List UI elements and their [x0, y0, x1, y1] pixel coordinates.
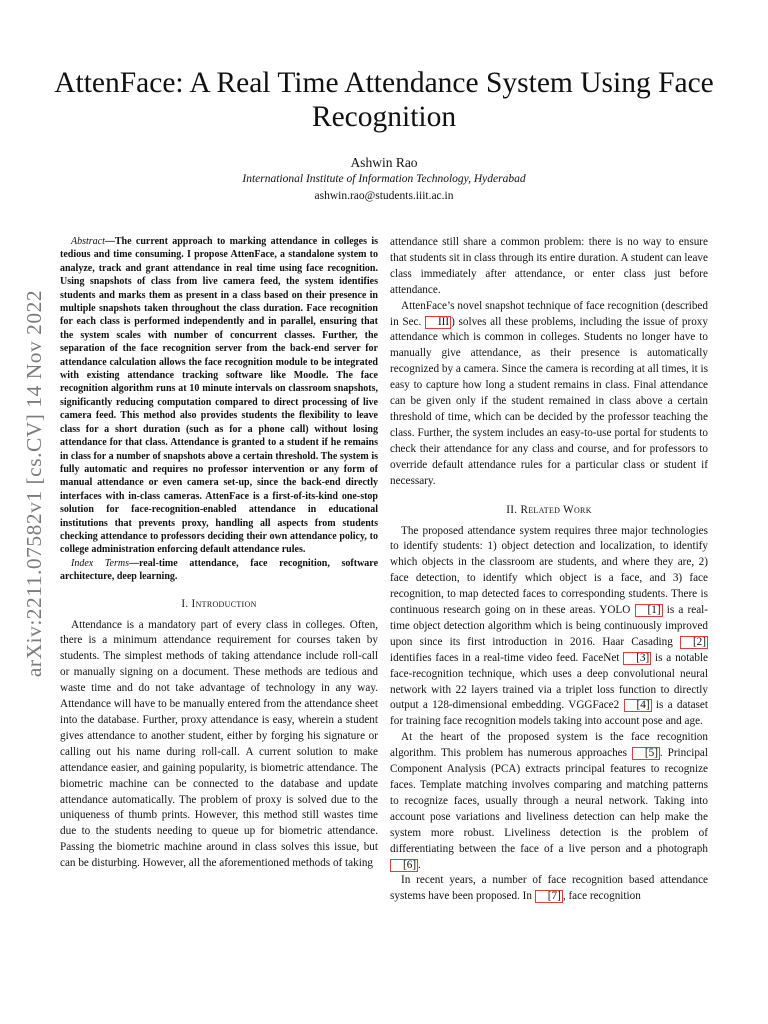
citation-link[interactable]: [7]: [535, 890, 563, 903]
arxiv-identifier: arXiv:2211.07582v1 [cs.CV] 14 Nov 2022: [22, 289, 47, 677]
related-work-paragraph-3: In recent years, a number of face recognition based attendance systems have been proposed. In [7] , face recognition: [390, 874, 708, 903]
citation-link[interactable]: [4]: [624, 699, 652, 712]
index-terms-label: Index Terms: [71, 557, 130, 569]
intro-paragraph-continued: attendance still share a common problem: there is no way to ensure that students sit in class through its entire duration. A student can leave class immediately after attendance, or enter class just before attendance.: [390, 236, 708, 296]
citation-link[interactable]: [6]: [390, 859, 418, 872]
abstract: Abstract—The current approach to marking attendance in colleges is tedious and time consuming. I propose AttenFace, a standalone system to analyze, track and grant attendance in real time using face recognition. Using snapshots of class from live camera feed, the system identifies students and marks them as present in a class based on their presence in multiple snapshots taken throughout the class duration. Face recognition for each class is performed independently and in parallel, ensuring that the system scales with number of concurrent classes. Further, the separation of the face recognition server from the back-end server for attendance calculation allows the face recognition module to be integrated with existing attendance tracking software like Moodle. The face recognition algorithm runs at 10 minute intervals on classroom snapshots, significantly reducing computation compared to direct processing of live camera feed. This method also provides students the flexibility to leave class for a short duration (such as for a phone call) without losing attendance for that class. Attendance is granted to a student if he remains in class for a number of snapshots above a certain threshold. The system is fully automatic and requires no professor intervention or any form of manual attendance or even camera set-up, since the back-end directly interfaces with in-class cameras. AttenFace is a first-of-its-kind one-stop solution for face-recognition-enabled attendance in educational institutions that prevents proxy, handling all aspects from students checking attendance to professors deciding their own attendance policy, to college administration enforcing default attendance rules.: [60, 236, 378, 556]
citation-link[interactable]: [2]: [680, 636, 708, 649]
arxiv-stamp: [18, 266, 52, 700]
left-column: [60, 235, 378, 872]
related-work-paragraph-1: The proposed attendance system requires three major technologies to identify students: 1) object detection and localization, to identify which objects in the classroom are students, and where they are, 2) face detection, to identify which object is a face, and 3) face recognition, to map detected faces to corresponding students. There is continuous research going on in these areas. YOLO [1] is a real-time object detection algorithm which is being continuously improved upon since its first introduction in 2016. Haar Casading [2] identifies faces in a real-time video feed. FaceNet [3] is a notable face-recognition technique, which uses a deep convolutional neural network with 22 layers trained via a triplet loss function to directly output a 128-dimensional embedding. VGGFace2 [4] is a dataset for training face recognition models taking into account pose and age.: [390, 524, 708, 728]
section-heading-introduction: I. Introduction: [181, 597, 257, 610]
related-work-paragraph-2: At the heart of the proposed system is the face recognition algorithm. This problem has numerous approaches [5] . Principal Component Analysis (PCA) extracts principal features to recognize faces. Template matching involves comparing and matching patterns to recognize faces, usually through a neural network. Taking into account pose variations and liveliness detection can help make the system more robust. Liveliness detection is the problem of differentiating between the face of a live person and a photograph [6] .: [390, 731, 708, 871]
citation-link[interactable]: [3]: [623, 652, 651, 665]
abstract-text: The current approach to marking attendance in colleges is tedious and time consuming. I propose AttenFace, a standalone system to analyze, track and grant attendance in real time using face recognition. Using snapshots of class from live camera feed, the system identifies students and marks them as present in a class based on their presence in multiple snapshots taken throughout the class duration. Face recognition for each class is performed independently and in parallel, ensuring that the system scales with number of concurrent classes. Further, the separation of the face recognition server from the back-end server for attendance calculation allows the face recognition module to be integrated with existing attendance tracking software like Moodle. The face recognition algorithm runs at 10 minute intervals on classroom snapshots, significantly reducing computation compared to direct processing of live camera feed. This method also provides students the flexibility to leave class for a short duration (such as for a phone call) without losing attendance for that class. Attendance is granted to a student if he remains in class for a number of snapshots above a certain threshold. The system is fully automatic and requires no professor intervention or any form of manual attendance or even camera set-up, since the back-end directly interfaces with in-class cameras. AttenFace is a first-of-its-kind one-stop solution for face-recognition-enabled attendance in educational institutions that prevents proxy, handling all aspects from students checking attendance to professors deciding their own attendance policy, to college administration enforcing default attendance rules.: [60, 236, 378, 556]
citation-link[interactable]: [5]: [632, 747, 660, 760]
paper-title: AttenFace: A Real Time Attendance System Using Face Recognition: [54, 67, 714, 133]
index-terms: Index Terms—real-time attendance, face recognition, software architecture, deep learning.: [60, 557, 379, 583]
section-reference-link[interactable]: III: [425, 316, 451, 329]
index-terms-text: real-time attendance, face recognition, software architecture, deep learning.: [60, 557, 379, 583]
intro-paragraph-2: AttenFace’s novel snapshot technique of face recognition (described in Sec. III ) solves all these problems, including the issue of proxy attendance which is common in colleges. Students no longer have to manually give attendance, as their presence is automatically recognized by a camera. Since the camera is recording at all times, it is easy to capture how long a student remains in class. Final attendance can be given only if the student remained in class above a certain threshold of time, which can be decided by the professor teaching the class. Further, the system includes an easy-to-use portal for students to check their attendance for any class and course, and for professors to override default attendance rules for a particular class or student if necessary.: [390, 299, 708, 487]
intro-paragraph: Attendance is a mandatory part of every class in colleges. Often, there is a minimum attendance requirement for courses taken by students. The simplest methods of taking attendance include roll-call or manually signing on a document. These methods are tedious and waste time and do not take advantage of technology in any way. Attendance will have to be manually entered from the attendance sheet into the database. Further, proxy attendance is easy, wherein a student gives attendance to another student, either by forging his signature or calling out his name during roll-call. A current solution to make attendance easier, and gaining popularity, is biometric attendance. The biometric machine can be connected to the database and update attendance automatically. The problem of proxy is solved due to the uniqueness of thumb prints. However, this method still wastes time due to the students needing to queue up for biometric attendance. Passing the biometric machine around in class solves this issue, but can be disturbing. However, all the aforementioned methods of taking: [60, 618, 378, 870]
citation-link[interactable]: [1]: [635, 604, 663, 617]
author-name: Ashwin Rao: [350, 155, 418, 170]
right-column: [390, 235, 708, 905]
abstract-label: Abstract: [71, 236, 105, 247]
section-heading-related-work: II. Related Work: [506, 503, 592, 516]
author-affiliation: International Institute of Information Technology, Hyderabad: [242, 173, 526, 185]
author-email: ashwin.rao@students.iiit.ac.in: [314, 190, 454, 202]
